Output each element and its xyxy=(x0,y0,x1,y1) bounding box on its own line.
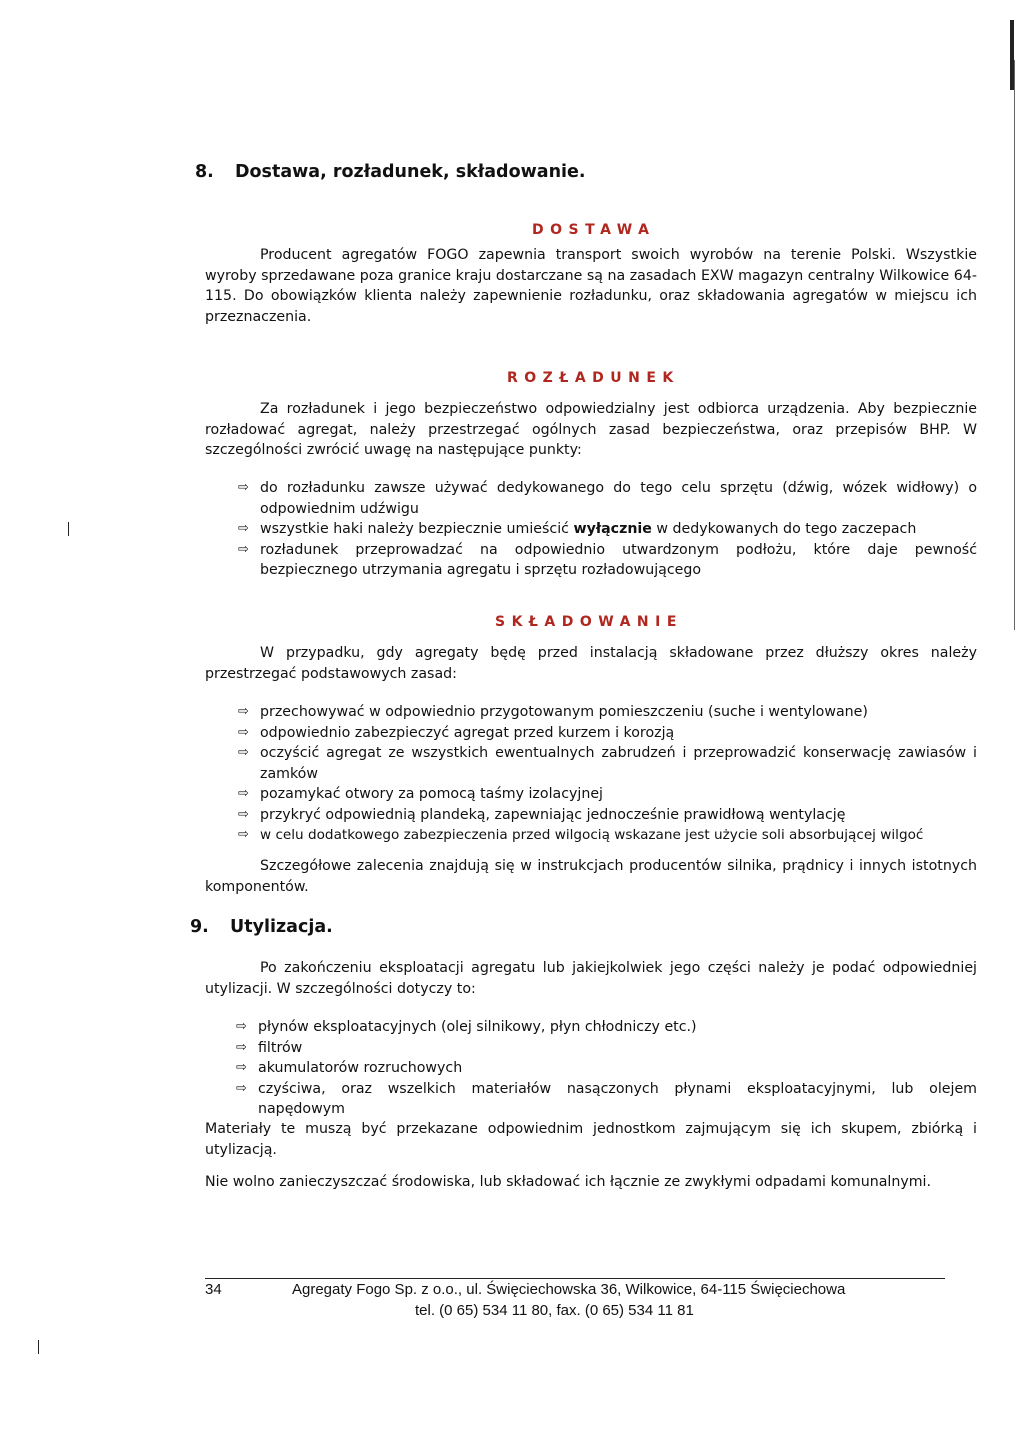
footer-rule xyxy=(205,1278,945,1279)
subheading-dostawa: DOSTAWA xyxy=(532,222,656,238)
arrow-right-outline-icon: ⇨ xyxy=(238,480,249,495)
skladowanie-note xyxy=(205,856,977,897)
section-title: Dostawa, rozładunek, składowanie. xyxy=(235,162,586,182)
arrow-right-outline-icon: ⇨ xyxy=(238,806,249,822)
arrow-right-outline-icon: ⇨ xyxy=(236,1060,247,1075)
arrow-right-outline-icon: ⇨ xyxy=(238,704,249,719)
section-title: Utylizacja. xyxy=(230,917,333,937)
skladowanie-list xyxy=(238,702,977,846)
footer-page-number: 34 xyxy=(205,1281,222,1298)
list-item: ⇨ przechowywać w odpowiednio przygotowanym pomieszczeniu (suche i wentylowane) xyxy=(260,702,977,723)
section-9-heading xyxy=(190,917,333,937)
subheading-skladowanie: SKŁADOWANIE xyxy=(495,614,683,630)
utylizacja-intro: Po zakończeniu eksploatacji agregatu lub jakiejkolwiek jego części należy je podać odpowiedniej utylizacji. W szczególności dotyczy to: xyxy=(205,960,977,997)
section-number: 8. xyxy=(195,162,214,182)
list-item: ⇨ oczyścić agregat ze wszystkich ewentualnych zabrudzeń i przeprowadzić konserwację zawiasów i zamków xyxy=(238,745,977,782)
rozladunek-list xyxy=(238,478,977,581)
arrow-right-outline-icon: ⇨ xyxy=(238,521,249,536)
arrow-right-outline-icon: ⇨ xyxy=(236,1019,247,1034)
utylizacja-after-list: Materiały te muszą być przekazane odpowiednim jednostkom zajmującym się ich skupem, zbiórką i utylizacją. xyxy=(205,1121,977,1158)
arrow-right-outline-icon: ⇨ xyxy=(238,541,249,557)
skladowanie-text: W przypadku, gdy agregaty będę przed instalacją składowane przez dłuższy okres należy przestrzegać podstawowych zasad: xyxy=(205,645,977,682)
note-text: Szczegółowe zalecenia znajdują się w instrukcjach producentów silnika, prądnicy i innych istotnych komponentów. xyxy=(205,858,977,895)
arrow-right-outline-icon: ⇨ xyxy=(238,724,249,740)
dostawa-text: Producent agregatów FOGO zapewnia transport swoich wyrobów na terenie Polski. Wszystkie wyroby sprzedawane poza granice kraju dostarczane są na zasadach EXW magazyn centralny Wilkowice 64-115. Do obowiązków klienta należy zapewnienie rozładunku, oraz składowania agregatów w miejscu ich przeznaczenia. xyxy=(205,247,977,325)
arrow-right-outline-icon: ⇨ xyxy=(238,745,249,760)
list-item: ⇨ rozładunek przeprowadzać na odpowiednio utwardzonym podłożu, które daje pewność bezpiecznego utrzymania agregatu i sprzętu rozładowującego xyxy=(238,541,977,578)
rozladunek-text: Za rozładunek i jego bezpieczeństwo odpowiedzialny jest odbiorca urządzenia. Aby bezpiecznie rozładować agregat, należy przestrzegać ogólnych zasad bezpieczeństwa, oraz przepisów BHP. W szczególności zwrócić uwagę na następujące punkty: xyxy=(205,401,977,458)
list-item: ⇨ w celu dodatkowego zabezpieczenia przed wilgocią wskazane jest użycie soli absorbującej wilgoć xyxy=(260,825,977,846)
list-item: ⇨ filtrów xyxy=(258,1038,977,1059)
list-item: ⇨ odpowiednio zabezpieczyć agregat przed kurzem i korozją xyxy=(260,723,977,744)
list-item: ⇨ pozamykać otwory za pomocą taśmy izolacyjnej xyxy=(260,784,977,805)
scan-margin-mark xyxy=(68,522,69,536)
utylizacja-paragraph xyxy=(205,958,977,999)
list-item: ⇨ czyściwa, oraz wszelkich materiałów nasączonych płynami eksploatacyjnymi, lub olejem napędowym xyxy=(236,1080,977,1117)
list-item: ⇨ wszystkie haki należy bezpiecznie umieścić wyłącznie w dedykowanych do tego zaczepach xyxy=(260,519,977,540)
list-item: ⇨ akumulatorów rozruchowych xyxy=(258,1058,977,1079)
skladowanie-paragraph xyxy=(205,643,977,684)
emphasis-text: wyłącznie xyxy=(573,521,652,537)
list-item: ⇨ płynów eksploatacyjnych (olej silnikowy, płyn chłodniczy etc.) xyxy=(258,1017,977,1038)
section-8-heading xyxy=(195,162,586,182)
footer-contact: tel. (0 65) 534 11 80, fax. (0 65) 534 11 81 xyxy=(415,1302,694,1319)
arrow-right-outline-icon: ⇨ xyxy=(238,827,249,842)
list-item: ⇨ przykryć odpowiednią plandeką, zapewniając jednocześnie prawidłową wentylację xyxy=(260,805,977,826)
rozladunek-paragraph xyxy=(205,399,977,461)
utylizacja-closing: Nie wolno zanieczyszczać środowiska, lub składować ich łącznie ze zwykłymi odpadami komunalnymi. xyxy=(205,1174,931,1190)
dostawa-paragraph xyxy=(205,245,977,327)
arrow-right-outline-icon: ⇨ xyxy=(238,786,249,801)
list-item: ⇨ do rozładunku zawsze używać dedykowanego do tego celu sprzętu (dźwig, wózek widłowy) o odpowiednim udźwigu xyxy=(238,480,977,517)
section-number: 9. xyxy=(190,917,209,937)
arrow-right-outline-icon: ⇨ xyxy=(236,1039,247,1055)
arrow-right-outline-icon: ⇨ xyxy=(236,1080,247,1096)
utylizacja-list xyxy=(236,1017,977,1120)
footer-address: Agregaty Fogo Sp. z o.o., ul. Święciechowska 36, Wilkowice, 64-115 Święciechowa xyxy=(292,1281,846,1298)
subheading-rozladunek: ROZŁADUNEK xyxy=(507,370,680,386)
scan-edge-line xyxy=(1014,60,1015,630)
scan-margin-mark-lower xyxy=(38,1340,39,1354)
